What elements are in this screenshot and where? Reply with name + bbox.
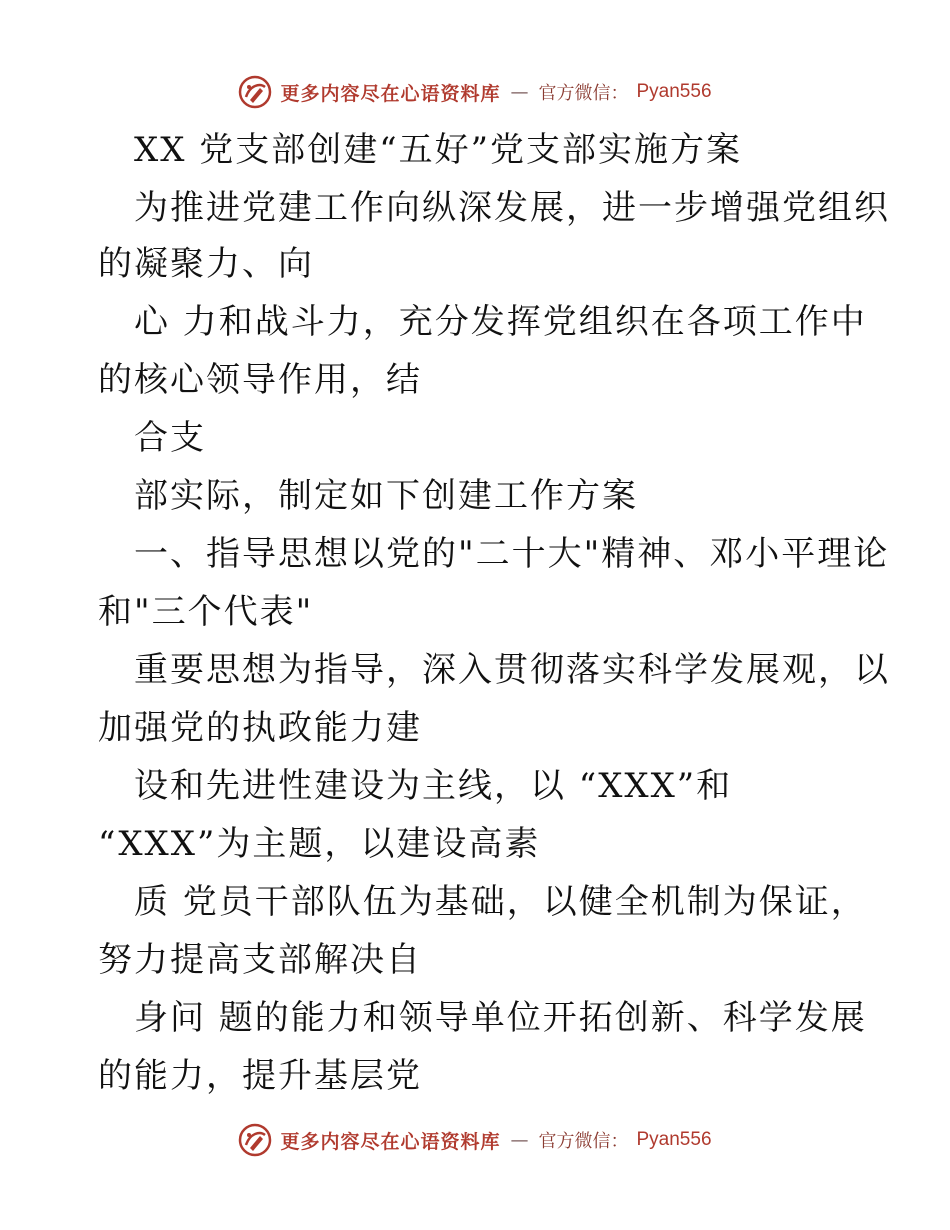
brand-logo-icon [238,75,272,109]
paragraph-line: 和"三个代表" [98,592,314,632]
paragraph-line: 为推进党建工作向纵深发展，进一步增强党组织 [134,188,890,228]
paragraph-line: “XXX”为主题，以建设高素 [98,824,541,864]
banner-main-text: 更多内容尽在心语资料库 [280,1130,501,1153]
paragraph-line: 的核心领导作用，结 [98,360,422,400]
banner-dash: — [510,81,529,103]
footer-banner [0,1120,950,1160]
brand-logo-icon [238,1123,272,1157]
paragraph-line: 部实际，制定如下创建工作方案 [134,476,638,516]
banner-wechat-label: 官方微信： [538,83,629,104]
paragraph-line: 加强党的执政能力建 [98,708,422,748]
banner-main-text: 更多内容尽在心语资料库 [280,82,501,105]
paragraph-line: 一、指导思想以党的"二十大"精神、邓小平理论 [134,534,890,574]
paragraph-line: 身问 题的能力和领导单位开拓创新、科学发展 [134,998,867,1038]
paragraph-line: 的凝聚力、向 [98,244,314,284]
paragraph-line: 心 力和战斗力，充分发挥党组织在各项工作中 [134,302,867,342]
paragraph-line: 质 党员干部队伍为基础，以健全机制为保证， [134,882,867,922]
banner-wechat-id: Pyan556 [636,81,712,102]
banner-wechat-id: Pyan556 [636,1129,712,1150]
paragraph-line: 重要思想为指导，深入贯彻落实科学发展观，以 [134,650,890,690]
paragraph-line: 努力提高支部解决自 [98,940,422,980]
header-banner [0,72,950,112]
paragraph-line: 合支 [134,418,206,458]
paragraph-line: 设和先进性建设为主线，以 “XXX”和 [134,766,733,806]
banner-wechat-label: 官方微信： [538,1131,629,1152]
document-title: XX 党支部创建“五好”党支部实施方案 [134,130,742,170]
banner-dash: — [510,1129,529,1151]
paragraph-line: 的能力，提升基层党 [98,1056,422,1096]
